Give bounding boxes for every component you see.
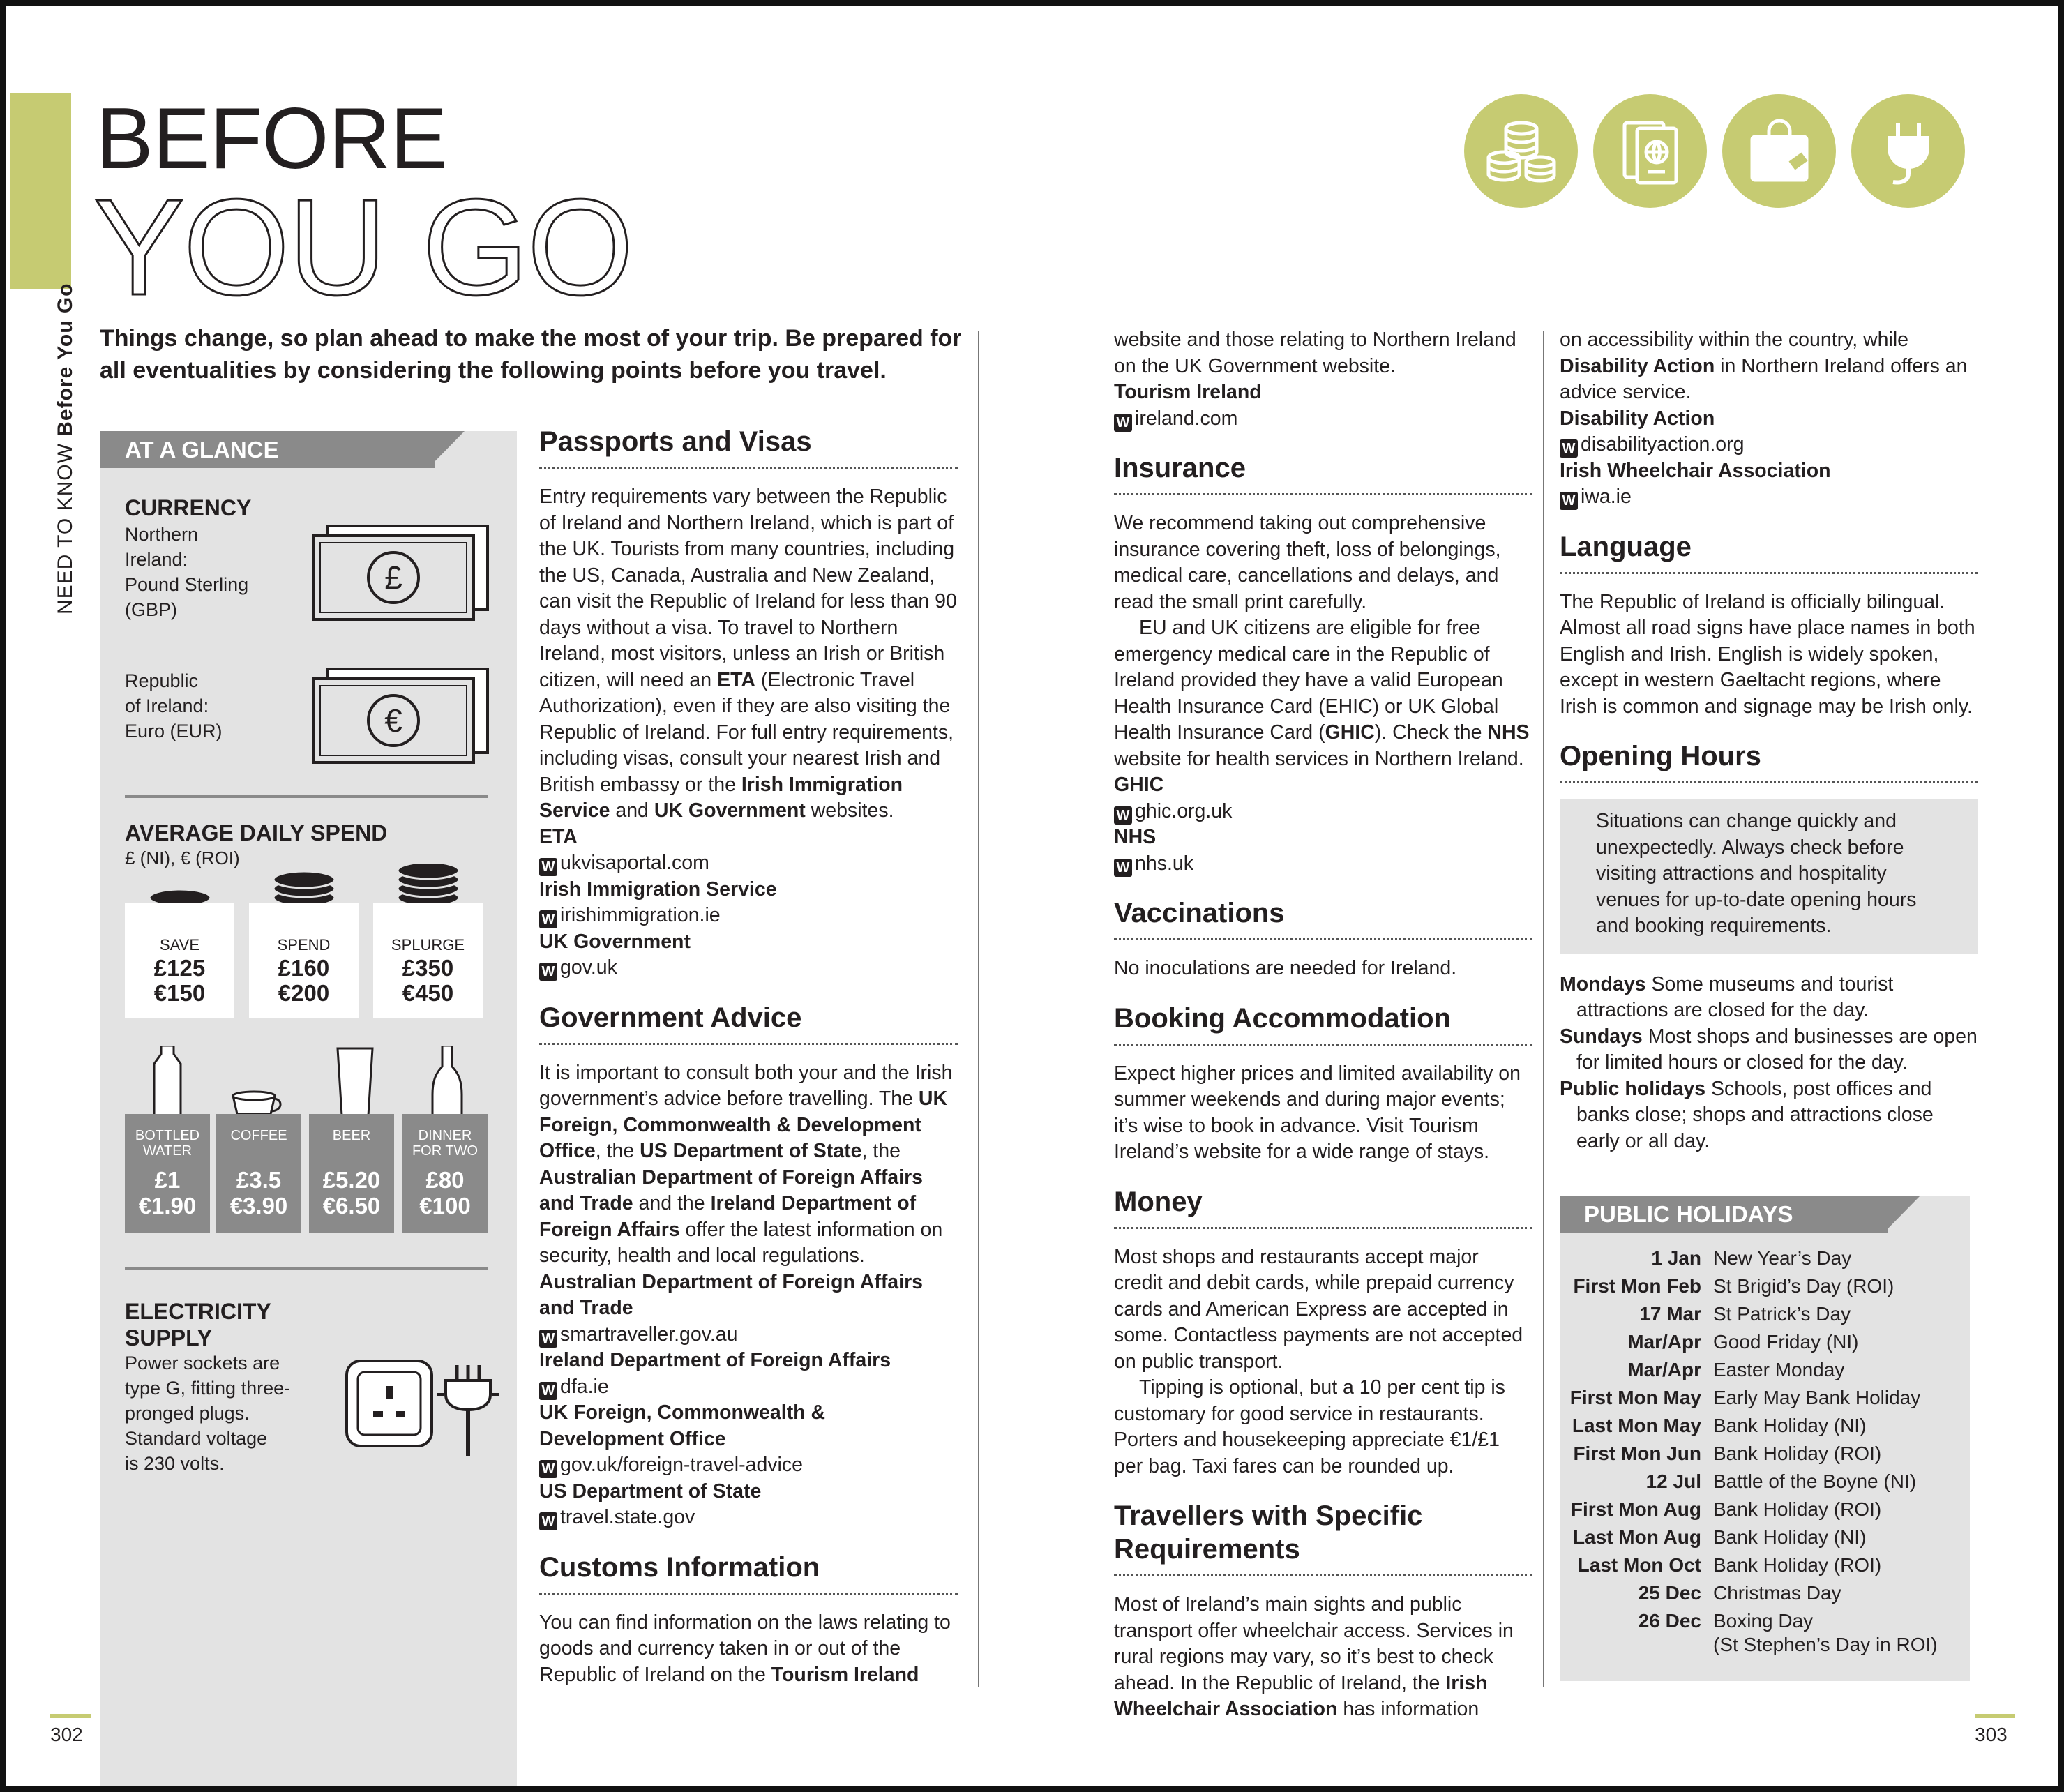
vaccinations-heading: Vaccinations xyxy=(1114,896,1532,940)
holiday-name: Bank Holiday (ROI) xyxy=(1713,1498,1882,1520)
holiday-date: First Mon Feb xyxy=(1573,1275,1701,1297)
link-disabilityaction[interactable]: disabilityaction.org xyxy=(1581,433,1745,455)
holiday-row xyxy=(1560,1412,1970,1440)
price-bottled-water: BOTTLED WATER £1 €1.90 xyxy=(125,1114,210,1233)
money-heading: Money xyxy=(1114,1185,1532,1229)
electricity-heading: ELECTRICITY SUPPLY xyxy=(125,1299,271,1350)
svg-text:€: € xyxy=(384,702,402,739)
side-label: NEED TO KNOW Before You Go xyxy=(54,283,77,615)
column-4: on accessibility within the country, while Disability Action in Northern Ireland offers an advice service. Disability Action W disabilityaction.org Irish Wheelchair Association W iwa.ie Language The Republic of Ireland is officially bilingual. Almost all road signs have place names in both English and Irish. English is widely spoken, except in western Gaeltacht regions, where Irish is common and signage may be Irish only. Opening Hours Situations can change quickly and unexpectedly. Always check before visiting attractions and hospitality venues for up-to-date opening hours and booking requirements. Mondays Some museums and tourist attractions are closed for the day. Sundays Most shops and businesses are open for limited hours or closed for the day. Public holidays Schools, post offices and banks close; shops and attractions close early or all day. xyxy=(1560,327,1978,1154)
holiday-name: St Patrick’s Day xyxy=(1713,1303,1851,1325)
language-body: The Republic of Ireland is officially bilingual. Almost all road signs have place names in both English and Irish. English is widely spoken, except in western Gaeltacht regions, where Irish is common and signage may be Irish only. xyxy=(1560,590,1975,718)
web-icon: W xyxy=(539,858,557,876)
insurance-body: We recommend taking out comprehensive insurance covering theft, loss of belongings, medical care, cancellations and delays, and read the small print carefully. xyxy=(1114,512,1501,613)
holiday-date: Mar/Apr xyxy=(1627,1331,1701,1353)
holiday-row xyxy=(1560,1440,1970,1468)
vaccinations-body: No inoculations are needed for Ireland. xyxy=(1114,957,1457,979)
booking-heading: Booking Accommodation xyxy=(1114,1002,1532,1046)
public-holidays-heading: PUBLIC HOLIDAYS xyxy=(1560,1196,1888,1233)
customs-body: You can find information on the laws relating to goods and currency taken in or out of the Republic of Ireland on the Tourism Ireland xyxy=(539,1611,951,1686)
plug-icon xyxy=(1851,94,1965,208)
accent-bar xyxy=(10,93,71,289)
web-icon: W xyxy=(1114,414,1132,432)
web-icon: W xyxy=(1560,439,1578,458)
holiday-date: 25 Dec xyxy=(1638,1582,1701,1604)
insurance-heading: Insurance xyxy=(1114,451,1532,495)
web-icon: W xyxy=(539,910,557,928)
holiday-name: Easter Monday xyxy=(1713,1359,1845,1380)
banknote-gbp-icon xyxy=(289,522,498,626)
holiday-row xyxy=(1560,1244,1970,1272)
holiday-name: New Year’s Day xyxy=(1713,1247,1852,1269)
link-govuk[interactable]: gov.uk xyxy=(560,956,617,979)
spend-tier-save: SAVE £125 €150 xyxy=(125,903,234,1018)
hours-mondays: Mondays Some museums and tourist attractions are closed for the day. xyxy=(1560,972,1894,1021)
web-icon: W xyxy=(539,1382,557,1400)
holiday-date: Mar/Apr xyxy=(1627,1359,1701,1380)
web-icon: W xyxy=(539,1330,557,1348)
holiday-date: 1 Jan xyxy=(1651,1247,1701,1269)
page-number-right: 303 xyxy=(1975,1724,2007,1745)
government-advice-body: It is important to consult both your and the Irish government’s advice before travelling. The UK Foreign, Commonwealth & Development Office, the US Department of State, the Australian Department of Foreign Affairs and Trade and the Ireland Department of Foreign Affairs offer the latest information on security, health and local regulations. xyxy=(539,1061,953,1267)
passport-icon xyxy=(1593,94,1707,208)
holiday-name: Christmas Day xyxy=(1713,1582,1841,1604)
holiday-row xyxy=(1560,1300,1970,1328)
banknote-eur-icon xyxy=(289,665,498,769)
page xyxy=(6,6,2058,1786)
holiday-row xyxy=(1560,1551,1970,1579)
drink-illustrations xyxy=(125,1046,509,1115)
column-3: website and those relating to Northern Ireland on the UK Government website. Tourism Ireland W ireland.com Insurance We recommend taking out comprehensive insurance covering theft, loss of belongings, medical care, cancellations and delays, and read the small print carefully. EU and UK citizens are eligible for free emergency medical care in the Republic of Ireland provided they have a valid European Health Insurance Card (EHIC) or UK Global Health Insurance Card (GHIC). Check the NHS website for health services in Northern Ireland. GHIC W ghic.org.uk NHS W nhs.uk Vaccinations No inoculations are needed for Ireland. Booking Accommodation Expect higher prices and limited availability on summer weekends and during major events; it’s wise to book in advance. Visit Tourism Ireland’s website for a wide range of stays. Money Most shops and restaurants accept major credit and debit cards, while prepaid currency cards and American Express are accepted in some. Contactless payments are not accepted on public transport. Tipping is optional, but a 10 per cent tip is customary for good service in restaurants. Porters and housekeeping appreciate €1/£1 per bag. Taxi fares can be rounded up. Travellers with Specific Requirements Most of Ireland’s main sights and public transport offer wheelchair access. Services in rural regions may vary, so it’s best to check ahead. In the Republic of Ireland, the Irish Wheelchair Association has information xyxy=(1114,327,1532,1723)
link-ghic[interactable]: ghic.org.uk xyxy=(1135,799,1233,822)
holiday-date: First Mon Aug xyxy=(1570,1498,1701,1520)
link-foreign-travel-advice[interactable]: gov.uk/foreign-travel-advice xyxy=(560,1454,803,1476)
link-ukvisaportal[interactable]: ukvisaportal.com xyxy=(560,852,709,874)
holiday-name: Battle of the Boyne (NI) xyxy=(1713,1470,1917,1492)
holiday-row xyxy=(1560,1384,1970,1412)
opening-hours-heading: Opening Hours xyxy=(1560,739,1978,783)
holiday-name: St Brigid’s Day (ROI) xyxy=(1713,1275,1894,1297)
column-2: Passports and Visas Entry requirements vary between the Republic of Ireland and Northern Ireland, which is part of the UK. Tourists from many countries, including the US, Canada, Australia and New Zealand, can visit the Republic of Ireland for less than 90 days without a visa. To travel to Northern Ireland, most visitors, unless an Irish or British citizen, will need an ETA (Electronic Travel Authorization), even if they are also visiting the Republic of Ireland. For full entry requirements, including visas, consult your nearest Irish and British embassy or the Irish Immigration Service and UK Government websites. ETA W ukvisaportal.com Irish Immigration Service W irishimmigration.ie UK Government W gov.uk Government Advice It is important to consult both your and the Irish government’s advice before travelling. The UK Foreign, Commonwealth & Development Office, the US Department of State, the Australian Department of Foreign Affairs and Trade and the Ireland Department of Foreign Affairs offer the latest information on security, health and local regulations. Australian Department of Foreign Affairs and Trade W smartraveller.gov.au Ireland Department of Foreign Affairs W dfa.ie UK Foreign, Commonwealth & Development Office W gov.uk/foreign-travel-advice US Department of State W travel.state.gov Customs Information You can find information on the laws relating to goods and currency taken in or out of the Republic of Ireland on the Tourism Ireland xyxy=(539,425,958,1688)
price-coffee: COFFEE £3.5 €3.90 xyxy=(216,1114,301,1233)
holiday-row xyxy=(1560,1496,1970,1523)
holiday-row xyxy=(1560,1579,1970,1607)
holiday-name: Boxing Day xyxy=(1713,1610,1814,1632)
page-title-line1: BEFORE xyxy=(96,91,447,187)
spend-sub: £ (NI), € (ROI) xyxy=(125,848,240,868)
web-icon: W xyxy=(539,1460,557,1478)
currency-heading: CURRENCY xyxy=(125,495,252,520)
page-title-line2: YOU GO xyxy=(93,171,633,324)
customs-heading: Customs Information xyxy=(539,1551,958,1595)
coins-icon xyxy=(1464,94,1578,208)
link-irishimmigration[interactable]: irishimmigration.ie xyxy=(560,904,721,926)
web-icon: W xyxy=(539,963,557,981)
web-icon: W xyxy=(1560,492,1578,510)
travellers-body: Most of Ireland’s main sights and public transport offer wheelchair access. Services in rural regions may vary, so it’s best to check ahead. In the Republic of Ireland, the Irish Wheelchair Association has information xyxy=(1114,1593,1514,1720)
link-iwa[interactable]: iwa.ie xyxy=(1581,485,1632,508)
web-icon: W xyxy=(539,1512,557,1530)
holiday-row xyxy=(1560,1523,1970,1551)
holiday-date: First Mon May xyxy=(1569,1387,1701,1408)
average-daily-spend-heading: AVERAGE DAILY SPEND xyxy=(125,820,388,845)
svg-text:£: £ xyxy=(384,559,402,596)
holiday-note: (St Stephen’s Day in ROI) xyxy=(1713,1634,1938,1655)
electricity-text: Power sockets are type G, fitting three- pronged plugs. Standard voltage is 230 volts. xyxy=(125,1353,291,1474)
public-holidays-panel xyxy=(1560,1196,1970,1681)
hours-sundays: Sundays Most shops and businesses are open for limited hours or closed for the day. xyxy=(1560,1025,1978,1074)
holiday-name: Bank Holiday (ROI) xyxy=(1713,1554,1882,1576)
intro-text: Things change, so plan ahead to make the most of your trip. Be prepared for all eventualities by considering the following points before you travel. xyxy=(100,325,962,384)
spend-tier-splurge: SPLURGE £350 €450 xyxy=(373,903,483,1018)
travellers-heading: Travellers with Specific Requirements xyxy=(1114,1499,1532,1576)
at-a-glance-heading: AT A GLANCE xyxy=(100,431,435,468)
passports-body: Entry requirements vary between the Republic of Ireland and Northern Ireland, which is part of the UK. Tourists from many countries, including the US, Canada, Australia and New Zealand, can visit the Republic of Ireland for less than 90 days without a visa. To travel to Northern Ireland, most visitors, unless an Irish or British citizen, will need an ETA (Electronic Travel Authorization), even if they are also visiting the Republic of Ireland. For full entry requirements, including visas, consult your nearest Irish and British embassy or the Irish Immigration Service and UK Government websites. xyxy=(539,485,957,822)
holiday-date: Last Mon Aug xyxy=(1572,1526,1701,1548)
link-travel-state[interactable]: travel.state.gov xyxy=(560,1506,695,1528)
holiday-name: Bank Holiday (ROI) xyxy=(1713,1443,1882,1464)
web-icon: W xyxy=(1114,859,1132,877)
holiday-date: 17 Mar xyxy=(1639,1303,1701,1325)
page-number-left: 302 xyxy=(50,1724,83,1745)
government-advice-heading: Government Advice xyxy=(539,1001,958,1045)
web-icon: W xyxy=(1114,806,1132,825)
money-body: Most shops and restaurants accept major credit and debit cards, while prepaid currency cards and American Express are accepted in some. Contactless payments are not accepted on public transport. xyxy=(1114,1245,1523,1373)
shopping-bag-icon xyxy=(1722,94,1836,208)
socket-plug-icon xyxy=(340,1353,507,1464)
passports-heading: Passports and Visas xyxy=(539,425,958,469)
holiday-date: 26 Dec xyxy=(1638,1610,1701,1632)
holiday-row xyxy=(1560,1328,1970,1356)
currency-roi: Republic of Ireland: Euro (EUR) xyxy=(125,670,223,741)
link-ireland[interactable]: ireland.com xyxy=(1135,407,1238,430)
link-nhs[interactable]: nhs.uk xyxy=(1135,852,1193,875)
holiday-row xyxy=(1560,1272,1970,1300)
opening-hours-note: Situations can change quickly and unexpectedly. Always check before visiting attractions and hospitality venues for up-to-date opening hours and booking requirements. xyxy=(1560,799,1978,954)
header-icons xyxy=(1464,94,1965,208)
holiday-date: Last Mon Oct xyxy=(1577,1554,1701,1576)
price-dinner-for-two: DINNER FOR TWO £80 €100 xyxy=(402,1114,488,1233)
holiday-row xyxy=(1560,1356,1970,1384)
holiday-date: Last Mon May xyxy=(1572,1415,1701,1436)
holiday-row xyxy=(1560,1468,1970,1496)
holiday-name: Good Friday (NI) xyxy=(1713,1331,1859,1353)
holiday-date: 12 Jul xyxy=(1645,1470,1701,1492)
link-dfa[interactable]: dfa.ie xyxy=(560,1375,609,1398)
price-beer: BEER £5.20 €6.50 xyxy=(309,1114,394,1233)
currency-ni: Northern Ireland: Pound Sterling (GBP) xyxy=(125,524,249,620)
holiday-name: Bank Holiday (NI) xyxy=(1713,1415,1867,1436)
holiday-name: Bank Holiday (NI) xyxy=(1713,1526,1867,1548)
holiday-date: First Mon Jun xyxy=(1573,1443,1701,1464)
holiday-name: Early May Bank Holiday xyxy=(1713,1387,1921,1408)
booking-body: Expect higher prices and limited availability on summer weekends and during major events; it’s wise to book in advance. Visit Tourism Ireland’s website for a wide range of stays. xyxy=(1114,1062,1521,1163)
language-heading: Language xyxy=(1560,530,1978,574)
link-smartraveller[interactable]: smartraveller.gov.au xyxy=(560,1323,738,1346)
spend-tier-spend: SPEND £160 €200 xyxy=(249,903,359,1018)
hours-public-holidays: Public holidays Schools, post offices and banks close; shops and attractions close early or all day. xyxy=(1560,1077,1934,1152)
